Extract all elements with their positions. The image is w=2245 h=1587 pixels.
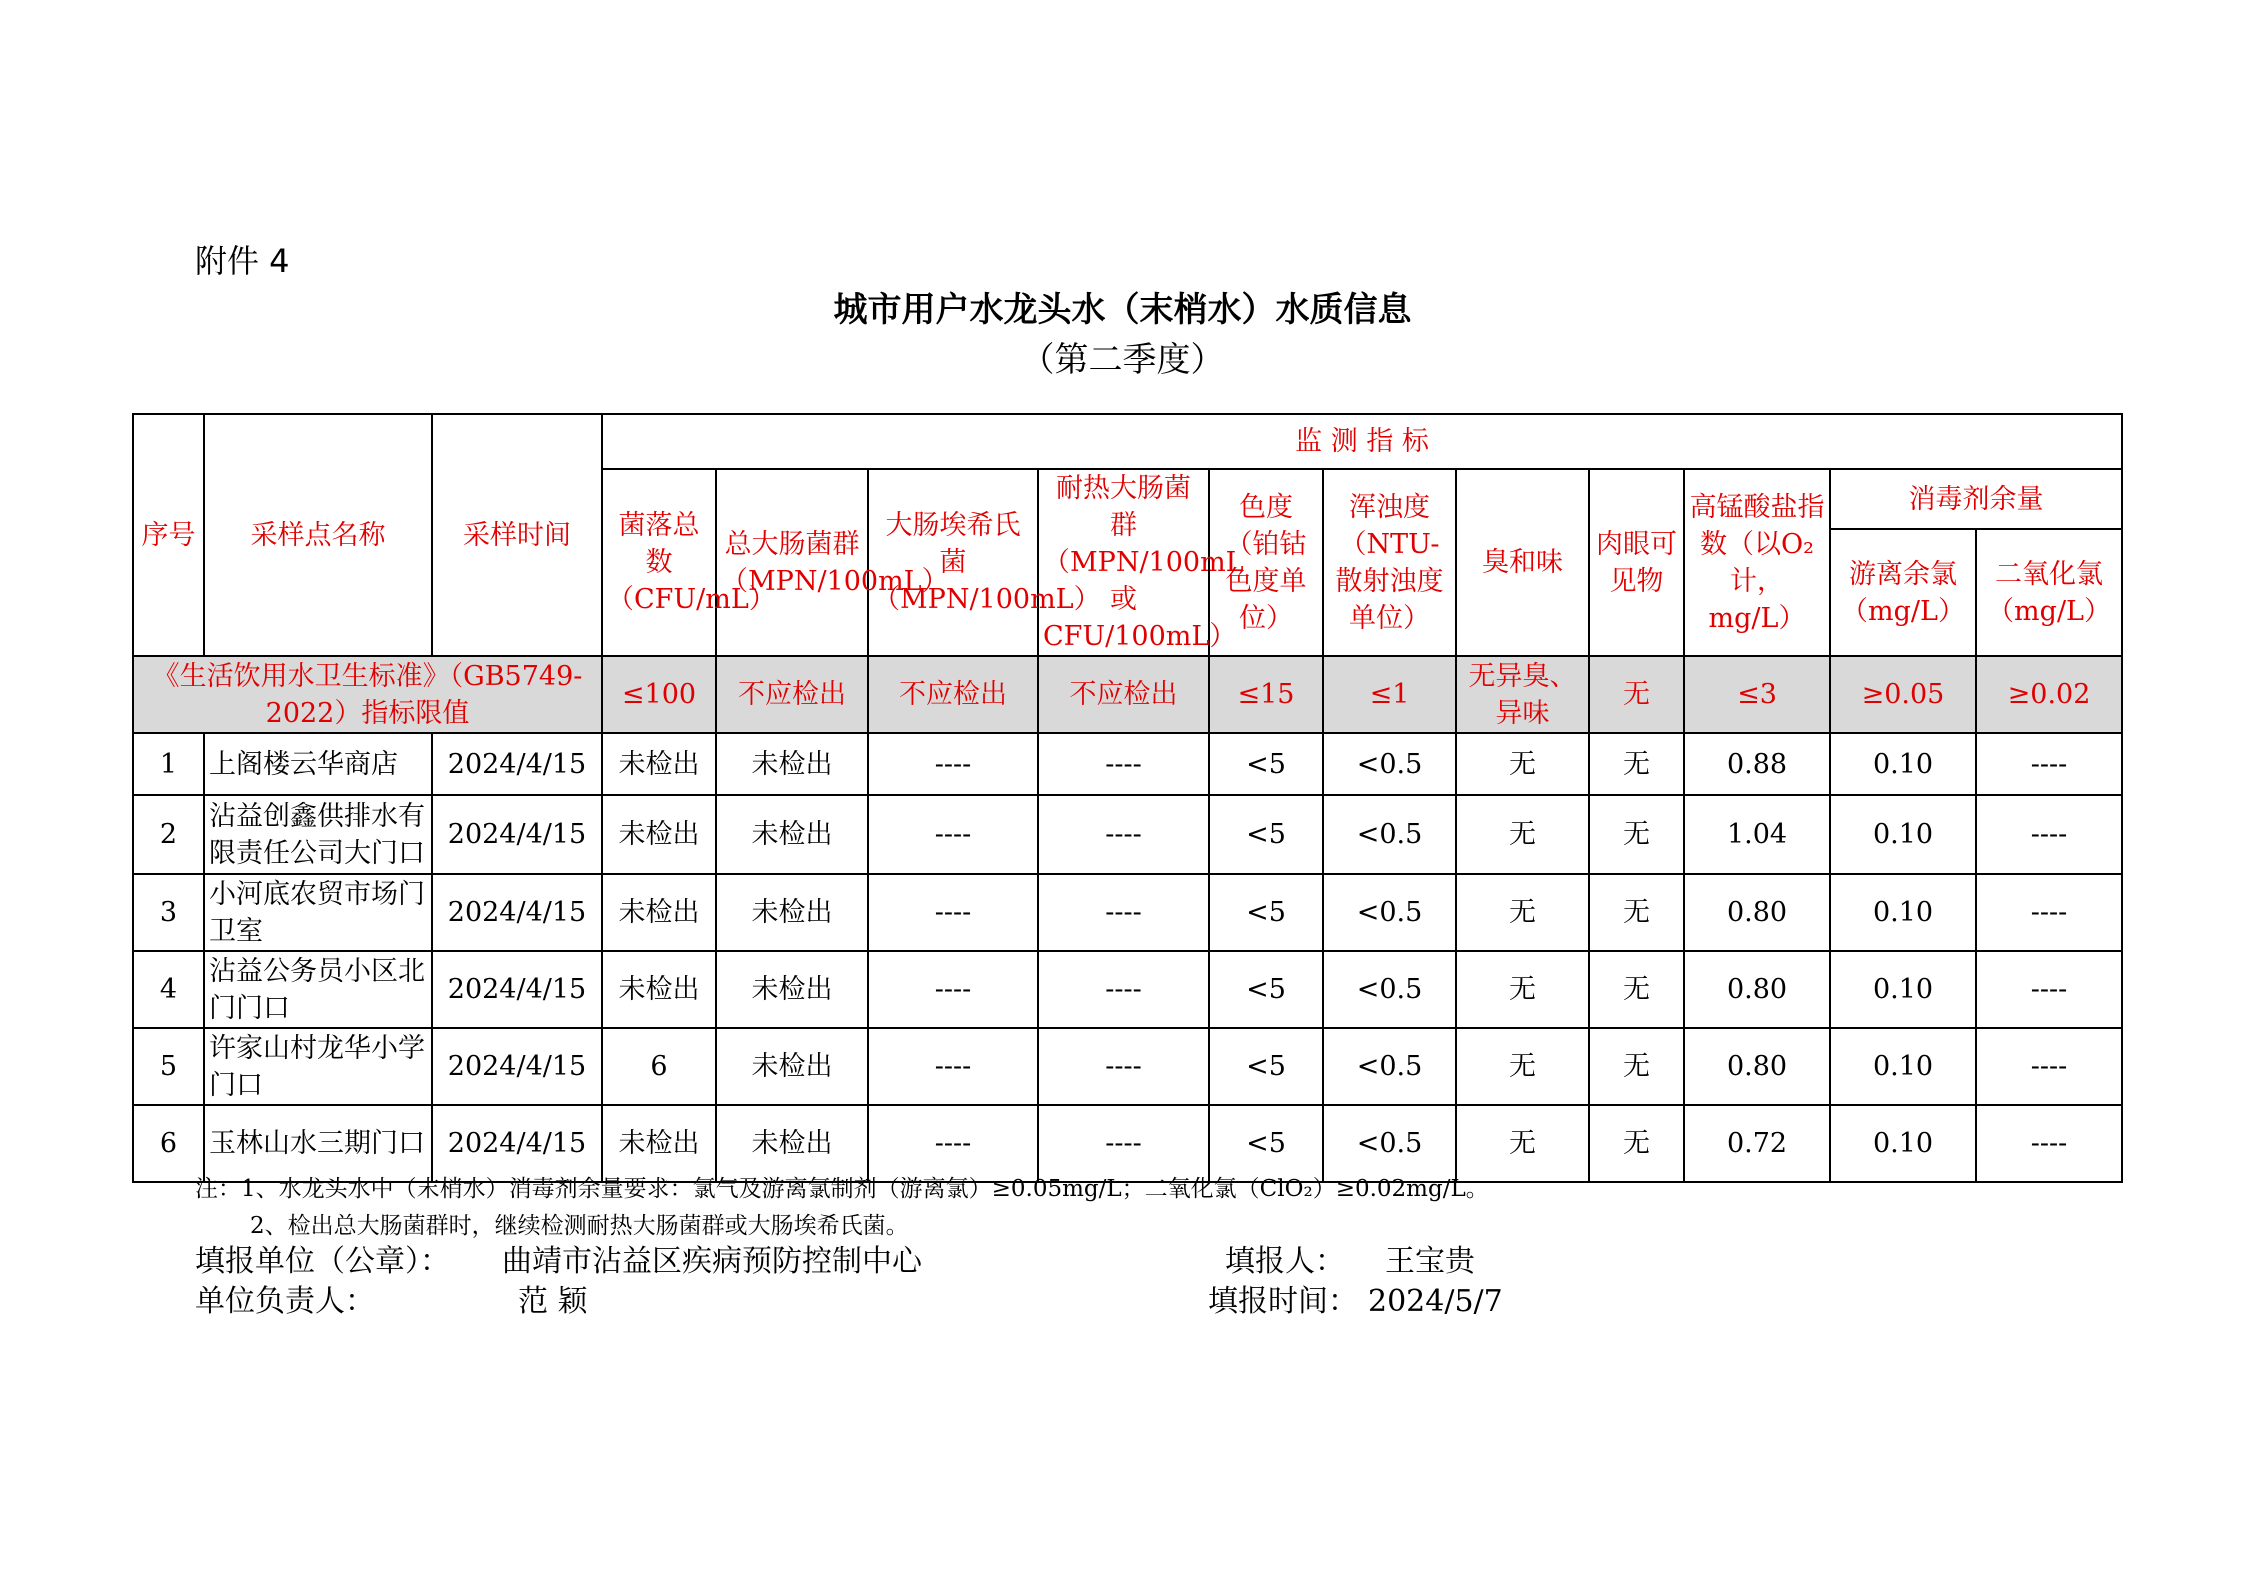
row-value: 0.10 [1830, 1028, 1976, 1105]
row-seq: 5 [133, 1028, 204, 1105]
standard-value: ≤15 [1209, 656, 1323, 733]
row-value: 无 [1589, 1028, 1684, 1105]
row-value: <0.5 [1323, 795, 1456, 874]
header-permanganate: 高锰酸盐指数（以O₂计，mg/L） [1684, 469, 1830, 656]
note-2: 2、检出总大肠菌群时，继续检测耐热大肠菌群或大肠埃希氏菌。 [250, 1213, 909, 1239]
row-value: 未检出 [602, 1105, 716, 1182]
row-value: <5 [1209, 733, 1323, 795]
row-value: 0.80 [1684, 1028, 1830, 1105]
row-value: ---- [868, 733, 1038, 795]
row-value: 无 [1589, 733, 1684, 795]
row-value: 0.10 [1830, 874, 1976, 951]
row-value: ---- [868, 1028, 1038, 1105]
header-indicators-group: 监 测 指 标 [602, 414, 2122, 469]
row-value: 未检出 [716, 874, 868, 951]
row-value: ---- [1976, 1105, 2122, 1182]
standard-value: ≤100 [602, 656, 716, 733]
row-value: ---- [868, 795, 1038, 874]
unit-head-value: 范 颖 [518, 1284, 588, 1319]
row-value: 无 [1456, 1105, 1589, 1182]
row-value: 0.10 [1830, 1105, 1976, 1182]
row-seq: 3 [133, 874, 204, 951]
row-value: <0.5 [1323, 874, 1456, 951]
row-value: 未检出 [716, 1105, 868, 1182]
row-value: ---- [1038, 1028, 1209, 1105]
report-time-value: 2024/5/7 [1368, 1284, 1503, 1319]
row-value: 1.04 [1684, 795, 1830, 874]
row-value: ---- [868, 951, 1038, 1028]
row-value: ---- [1976, 795, 2122, 874]
row-value: ---- [1976, 874, 2122, 951]
filler-value: 王宝贵 [1385, 1244, 1475, 1279]
standard-value: 不应检出 [1038, 656, 1209, 733]
row-value: ---- [1976, 951, 2122, 1028]
row-value: 0.10 [1830, 733, 1976, 795]
row-value: 0.88 [1684, 733, 1830, 795]
row-value: 无 [1589, 951, 1684, 1028]
row-value: ---- [1038, 795, 1209, 874]
row-value: <0.5 [1323, 733, 1456, 795]
table-row [133, 874, 2122, 951]
row-value: 未检出 [716, 1028, 868, 1105]
row-seq: 6 [133, 1105, 204, 1182]
header-ecoli: 大肠埃希氏菌（MPN/100mL） [868, 469, 1038, 656]
table-row [133, 1028, 2122, 1105]
row-time: 2024/4/15 [432, 874, 602, 951]
filler-label: 填报人： [1225, 1244, 1345, 1279]
header-seq: 序号 [133, 414, 204, 656]
water-quality-table [132, 413, 2123, 1183]
row-value: 无 [1589, 874, 1684, 951]
row-seq: 4 [133, 951, 204, 1028]
row-time: 2024/4/15 [432, 951, 602, 1028]
row-site: 沾益公务员小区北门门口 [204, 951, 432, 1028]
row-value: 无 [1456, 795, 1589, 874]
standard-row [133, 656, 2122, 733]
header-free-chlorine: 游离余氯（mg/L） [1830, 529, 1976, 656]
row-value: <5 [1209, 951, 1323, 1028]
standard-name: 《生活饮用水卫生标准》（GB5749-2022）指标限值 [133, 656, 602, 733]
row-site: 小河底农贸市场门卫室 [204, 874, 432, 951]
report-unit-label: 填报单位（公章）： [195, 1244, 450, 1279]
row-value: ---- [1038, 874, 1209, 951]
row-time: 2024/4/15 [432, 1105, 602, 1182]
standard-value: ≥0.02 [1976, 656, 2122, 733]
standard-value: ≥0.05 [1830, 656, 1976, 733]
row-value: <5 [1209, 1105, 1323, 1182]
row-time: 2024/4/15 [432, 795, 602, 874]
table-row [133, 951, 2122, 1028]
row-value: ---- [868, 1105, 1038, 1182]
table-row [133, 795, 2122, 874]
header-time: 采样时间 [432, 414, 602, 656]
note-1: 注：1、水龙头水中（末梢水）消毒剂余量要求：氯气及游离氯制剂（游离氯）≥0.05mg/L；二氧化氯（ClO₂）≥0.02mg/L。 [195, 1176, 1489, 1202]
row-value: <0.5 [1323, 951, 1456, 1028]
annex-label: 附件 4 [195, 242, 290, 280]
row-value: 无 [1589, 1105, 1684, 1182]
row-value: 无 [1589, 795, 1684, 874]
row-site: 玉林山水三期门口 [204, 1105, 432, 1182]
report-unit-value: 曲靖市沾益区疾病预防控制中心 [502, 1244, 922, 1279]
row-time: 2024/4/15 [432, 1028, 602, 1105]
header-colony-count: 菌落总数（CFU/mL） [602, 469, 716, 656]
header-odor: 臭和味 [1456, 469, 1589, 656]
row-value: <0.5 [1323, 1028, 1456, 1105]
row-value: <5 [1209, 795, 1323, 874]
table-row [133, 1105, 2122, 1182]
row-value: 无 [1456, 1028, 1589, 1105]
header-site: 采样点名称 [204, 414, 432, 656]
row-time: 2024/4/15 [432, 733, 602, 795]
row-value: 无 [1456, 733, 1589, 795]
standard-value: 不应检出 [868, 656, 1038, 733]
standard-value: 不应检出 [716, 656, 868, 733]
row-value: 未检出 [716, 733, 868, 795]
row-seq: 1 [133, 733, 204, 795]
row-value: 0.10 [1830, 951, 1976, 1028]
row-value: 未检出 [716, 951, 868, 1028]
standard-value: ≤3 [1684, 656, 1830, 733]
row-site: 沾益创鑫供排水有限责任公司大门口 [204, 795, 432, 874]
row-value: ---- [868, 874, 1038, 951]
header-thermo-coliform: 耐热大肠菌群（MPN/100mL或CFU/100mL） [1038, 469, 1209, 656]
row-value: 0.72 [1684, 1105, 1830, 1182]
row-value: 未检出 [716, 795, 868, 874]
row-value: ---- [1038, 733, 1209, 795]
row-value: ---- [1038, 951, 1209, 1028]
row-value: 未检出 [602, 874, 716, 951]
row-seq: 2 [133, 795, 204, 874]
report-time-label: 填报时间： [1208, 1284, 1358, 1319]
table-row [133, 733, 2122, 795]
row-value: <5 [1209, 1028, 1323, 1105]
standard-value: 无异臭、异味 [1456, 656, 1589, 733]
header-visible-matter: 肉眼可见物 [1589, 469, 1684, 656]
row-value: ---- [1976, 1028, 2122, 1105]
header-disinfectant: 消毒剂余量 [1830, 469, 2122, 529]
header-color: 色度（铂钴色度单位） [1209, 469, 1323, 656]
row-value: 无 [1456, 951, 1589, 1028]
row-value: 0.10 [1830, 795, 1976, 874]
header-total-coliform: 总大肠菌群（MPN/100mL） [716, 469, 868, 656]
row-value: 6 [602, 1028, 716, 1105]
row-value: 未检出 [602, 733, 716, 795]
page-title: 城市用户水龙头水（末梢水）水质信息 [833, 290, 1412, 330]
row-value: 未检出 [602, 795, 716, 874]
page-subtitle: （第二季度） [1020, 340, 1225, 380]
row-value: <0.5 [1323, 1105, 1456, 1182]
row-value: ---- [1038, 1105, 1209, 1182]
row-value: 0.80 [1684, 874, 1830, 951]
header-chlorine-dioxide: 二氧化氯（mg/L） [1976, 529, 2122, 656]
standard-value: 无 [1589, 656, 1684, 733]
row-value: <5 [1209, 874, 1323, 951]
row-value: 无 [1456, 874, 1589, 951]
row-site: 许家山村龙华小学门口 [204, 1028, 432, 1105]
row-site: 上阁楼云华商店 [204, 733, 432, 795]
standard-value: ≤1 [1323, 656, 1456, 733]
row-value: 0.80 [1684, 951, 1830, 1028]
row-value: 未检出 [602, 951, 716, 1028]
header-turbidity: 浑浊度（NTU-散射浊度单位） [1323, 469, 1456, 656]
unit-head-label: 单位负责人： [195, 1284, 375, 1319]
row-value: ---- [1976, 733, 2122, 795]
